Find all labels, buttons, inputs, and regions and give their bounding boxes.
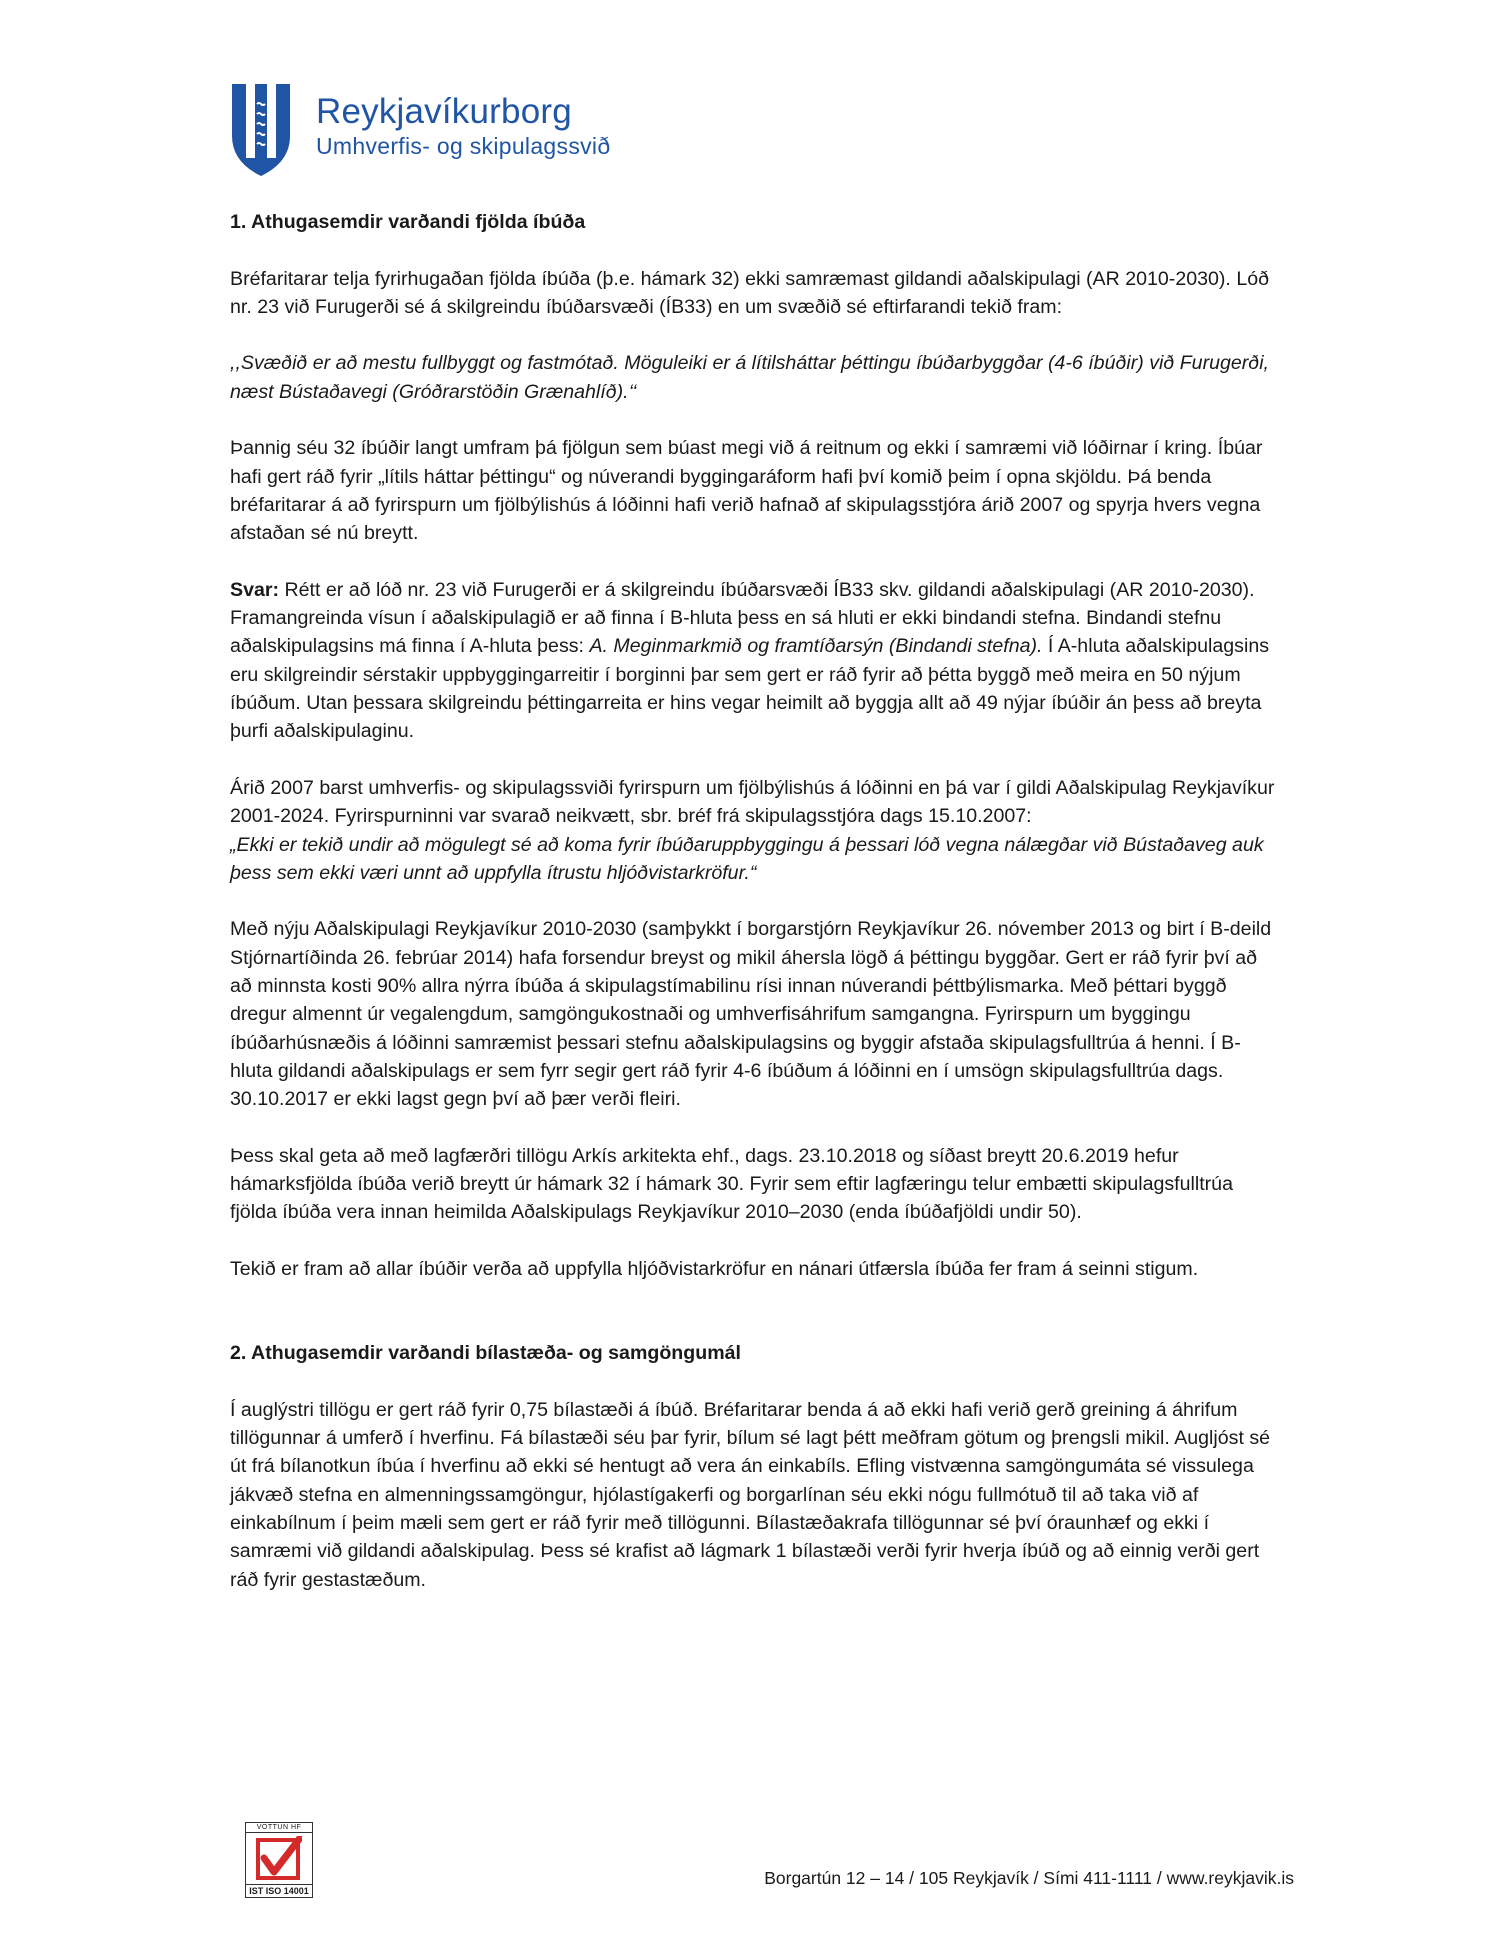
section-1-paragraph-6: Þess skal geta að með lagfærðri tillögu Arkís arkitekta ehf., dags. 23.10.2018 og síðast breytt 20.6.2019 hefur hámarksfjölda íbúða verið breytt úr hámark 32 í hámark 30. Fyrir sem eftir lagfæringu telur embætti skipulagsfulltrúa fjölda íbúða vera innan heimilda Aðalskipulags Reykjavíkur 2010–2030 (enda íbúðafjöldi undir 50). — [230, 1144, 1233, 1224]
answer-text-continued: Í A-hluta aðalskipulagsins eru skilgreindir sérstakir uppbyggingarreitir í borginni þar sem gert er ráð fyrir að þétta byggð með meira en 50 nýjum íbúðum. Utan þessara skilgreindu þéttingarreita er hins vegar heimilt að byggja allt að 49 nýjar íbúðir án þess að breyta þurfi aðalskipulaginu. — [230, 635, 1270, 743]
iso-certification-badge — [245, 1822, 313, 1898]
answer-italic-reference: A. Meginmarkmið og framtíðarsýn (Bindandi stefna). — [589, 635, 1043, 658]
section-2-paragraph-1: Í auglýstri tillögu er gert ráð fyrir 0,75 bílastæði á íbúð. Bréfaritarar benda á að ekki hafi verið gerð greining á áhrifum tillögunnar á umferð í hverfinu. Fá bílastæði séu þar fyrir, bílum sé lagt þétt meðfram götum og þrengsli mikil. Augljóst sé út frá bílanotkun íbúa í hverfinu að ekki sé hentugt að vera án einkabíls. Efling vistvænna samgöngumáta sé vissulega jákvæð stefna en almenningssamgöngur, hjólastígakerfi og borgarlínan séu ekki nógu fullmótuð til að taka við af einkabílnum í þeim mæli sem gert er ráð fyrir með tillögunni. Bílastæðakrafa tillögunnar sé því óraunhæf og ekki í samræmi við gildandi aðalskipulag. Þess sé krafist að lágmark 1 bílastæði verði fyrir hverja íbúð og að einnig verði gert ráð fyrir gestastæðum. — [230, 1398, 1271, 1591]
reykjavik-crest-icon — [230, 82, 292, 178]
section-1-paragraph-2: Þannig séu 32 íbúðir langt umfram þá fjölgun sem búast megi við á reitnum og ekki í samræmi við lóðirnar í kring. Íbúar hafi gert ráð fyrir „lítils háttar þéttingu“ og núverandi byggingaráform hafi því komið þeim í opna skjöldu. Þá benda bréfaritarar á að fyrirspurn um fjölbýlishús á lóðinni hafi verið hafnað af skipulagsstjóra árið 2007 og spyrja hvers vegna afstaðan sé nú breytt. — [230, 437, 1263, 545]
organization-name: Reykjavíkurborg — [316, 92, 572, 131]
section-1-quote-2: „Ekki er tekið undir að mögulegt sé að koma fyrir íbúðaruppbyggingu á þessari lóð vegna nálægðar við Bústaðaveg auk þess sem ekki væri unnt að uppfylla ítrustu hljóðvistarkröfur.“ — [230, 833, 1264, 884]
section-1-paragraph-7: Tekið er fram að allar íbúðir verða að uppfylla hljóðvistarkröfur en nánari útfærsla íbúða fer fram á seinni stigum. — [230, 1257, 1199, 1280]
paragraph-4-text: Árið 2007 barst umhverfis- og skipulagssviði fyrirspurn um fjölbýlishús á lóðinni en þá var í gildi Aðalskipulag Reykjavíkur 2001-2024. Fyrirspurninni var svarað neikvætt, sbr. bréf frá skipulagsstjóra dags 15.10.2007: — [230, 776, 1275, 828]
footer-address: Borgartún 12 – 14 / 105 Reykjavík / Sími 411-1111 / www.reykjavik.is — [764, 1868, 1294, 1888]
page-footer — [230, 1822, 1500, 1902]
document-body — [230, 208, 1275, 1622]
iso-badge-top-label: VOTTUN HF — [246, 1823, 312, 1833]
division-name: Umhverfis- og skipulagssvið — [316, 133, 611, 159]
section-1-paragraph-4 — [230, 774, 1275, 887]
section-1-paragraph-5: Með nýju Aðalskipulagi Reykjavíkur 2010-2030 (samþykkt í borgarstjórn Reykjavíkur 26. nóvember 2013 og birt í B-deild Stjórnartíðinda 26. febrúar 2014) hafa forsendur breyst og mikil áhersla lögð á þéttingu byggðar. Gert er ráð fyrir því að að minnsta kosti 90% allra nýrra íbúða á skipulagstímabilinu rísi innan núverandi þéttbýlismarka. Með þéttari byggð dregur almennt úr vegalengdum, samgöngukostnaði og umhverfisáhrifum samgangna. Fyrirspurn um byggingu íbúðarhúsnæðis á lóðinni samræmist þessari stefnu aðalskipulagsins og byggir afstaða skipulagsfulltrúa á henni. Í B-hluta gildandi aðalskipulags er sem fyrr segir gert ráð fyrir 4-6 íbúðum á lóðinni en í umsögn skipulagsfulltrúa dags. 30.10.2017 er ekki lagst gegn því að þær verði fleiri. — [230, 918, 1272, 1111]
letterhead — [230, 82, 610, 178]
section-1-paragraph-1: Bréfaritarar telja fyrirhugaðan fjölda íbúða (þ.e. hámark 32) ekki samræmast gildandi aðalskipulagi (AR 2010-2030). Lóð nr. 23 við Furugerði sé á skilgreindu íbúðarsvæði (ÍB33) en um svæðið sé eftirfarandi tekið fram: — [230, 267, 1270, 318]
answer-label: Svar: — [230, 578, 280, 601]
section-1-heading: 1. Athugasemdir varðandi fjölda íbúða — [230, 211, 586, 233]
section-2-heading: 2. Athugasemdir varðandi bílastæða- og samgöngumál — [230, 1342, 741, 1365]
checkmark-icon — [256, 1836, 302, 1880]
answer-text: Rétt er að lóð nr. 23 við Furugerði er á skilgreindu íbúðarsvæði ÍB33 skv. gildandi aðalskipulagi (AR 2010-2030). Framangreinda vísun í aðalskipulagið er að finna í B-hluta þess en sá hluti er ekki bindandi stefna. Bindandi stefnu aðalskipulagsins má finna í A-hluta þess: — [230, 578, 1255, 658]
section-1-quote-1: ,,Svæðið er að mestu fullbyggt og fastmótað. Möguleiki er á lítilsháttar þéttingu íbúðarbyggðar (4-6 íbúðir) við Furugerði, næst Bústaðavegi (Gróðrarstöðin Grænahlíð).‘‘ — [230, 352, 1270, 403]
iso-badge-bottom-label: IST ISO 14001 — [246, 1884, 312, 1897]
section-1-answer — [230, 576, 1275, 746]
